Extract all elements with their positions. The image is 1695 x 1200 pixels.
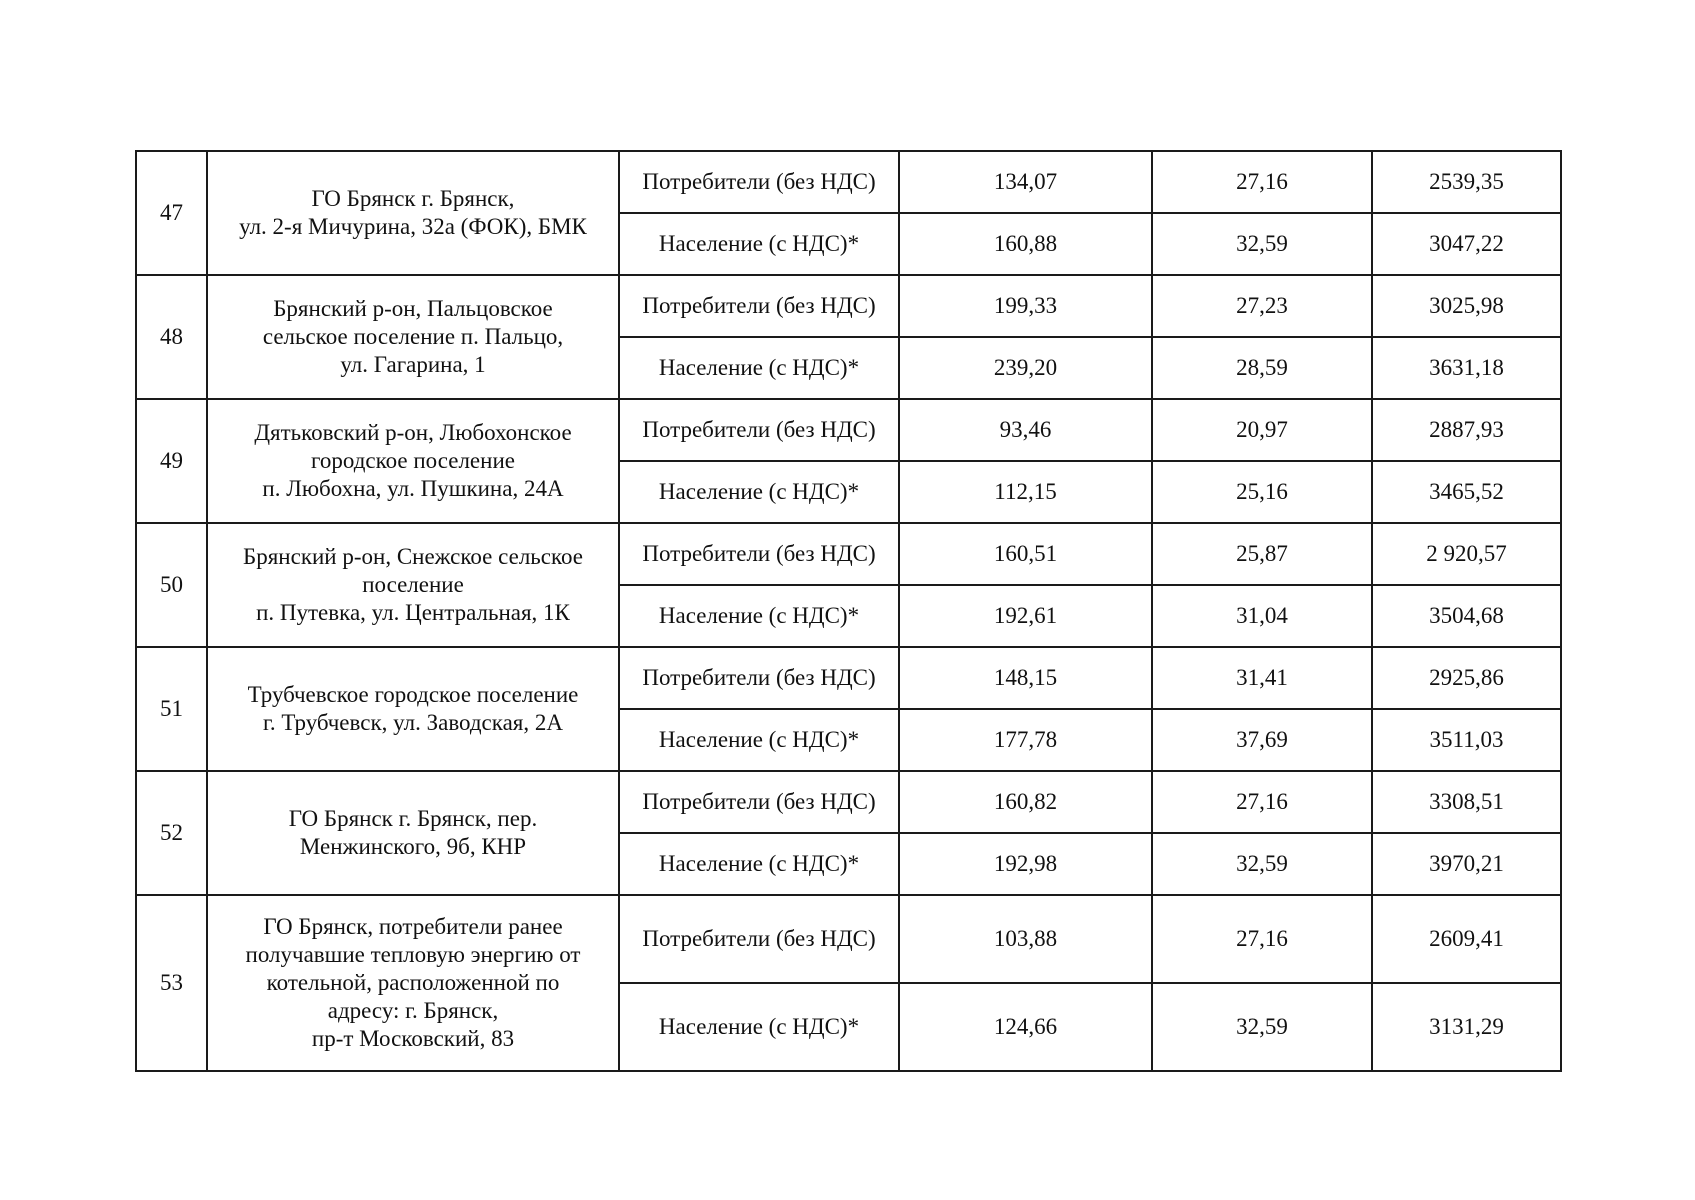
- value-cell: 3047,22: [1372, 213, 1561, 275]
- category-label: Население (с НДС)*: [619, 461, 899, 523]
- table-row: [136, 523, 1561, 585]
- row-number: 51: [136, 647, 207, 771]
- address-line: адресу: г. Брянск,: [327, 998, 499, 1023]
- value-cell: 148,15: [899, 647, 1152, 709]
- value-cell: 160,82: [899, 771, 1152, 833]
- value-cell: 3511,03: [1372, 709, 1561, 771]
- category-label: Потребители (без НДС): [619, 151, 899, 213]
- address-line: ул. Гагарина, 1: [340, 352, 486, 377]
- value-cell: 3308,51: [1372, 771, 1561, 833]
- table-row: [136, 275, 1561, 337]
- category-label: Население (с НДС)*: [619, 983, 899, 1071]
- address-line: Брянский р-он, Снежское сельское: [243, 544, 583, 569]
- table-row: [136, 647, 1561, 709]
- address-line: получавшие тепловую энергию от: [245, 942, 581, 967]
- address-line: котельной, расположенной по: [266, 970, 560, 995]
- value-cell: 2609,41: [1372, 895, 1561, 983]
- value-cell: 27,16: [1152, 151, 1372, 213]
- address-cell: [207, 647, 619, 771]
- tariff-table-body: [136, 151, 1561, 1071]
- table-row: [136, 771, 1561, 833]
- row-number: 47: [136, 151, 207, 275]
- address-line: Брянский р-он, Пальцовское: [273, 296, 553, 321]
- value-cell: 3970,21: [1372, 833, 1561, 895]
- address-line: сельское поселение п. Пальцо,: [262, 324, 564, 349]
- address-line: ул. 2-я Мичурина, 32а (ФОК), БМК: [239, 214, 587, 239]
- value-cell: 3631,18: [1372, 337, 1561, 399]
- category-label: Потребители (без НДС): [619, 399, 899, 461]
- table-row: [136, 151, 1561, 213]
- row-number: 48: [136, 275, 207, 399]
- category-label: Население (с НДС)*: [619, 585, 899, 647]
- value-cell: 2539,35: [1372, 151, 1561, 213]
- row-number: 50: [136, 523, 207, 647]
- value-cell: 25,87: [1152, 523, 1372, 585]
- value-cell: 103,88: [899, 895, 1152, 983]
- address-line: ГО Брянск г. Брянск, пер.: [288, 806, 538, 831]
- address-cell: [207, 151, 619, 275]
- value-cell: 3131,29: [1372, 983, 1561, 1071]
- address-line: ГО Брянск г. Брянск,: [311, 186, 515, 211]
- tariff-table: [135, 150, 1562, 1072]
- value-cell: 93,46: [899, 399, 1152, 461]
- address-line: п. Путевка, ул. Центральная, 1К: [256, 600, 570, 625]
- value-cell: 27,16: [1152, 771, 1372, 833]
- value-cell: 239,20: [899, 337, 1152, 399]
- category-label: Потребители (без НДС): [619, 895, 899, 983]
- value-cell: 177,78: [899, 709, 1152, 771]
- address-cell: [207, 275, 619, 399]
- category-label: Население (с НДС)*: [619, 709, 899, 771]
- table-row: [136, 895, 1561, 983]
- row-number: 49: [136, 399, 207, 523]
- value-cell: 32,59: [1152, 213, 1372, 275]
- value-cell: 3025,98: [1372, 275, 1561, 337]
- table-row: [136, 399, 1561, 461]
- address-cell: [207, 399, 619, 523]
- row-number: 53: [136, 895, 207, 1071]
- value-cell: 27,23: [1152, 275, 1372, 337]
- address-line: городское поселение: [311, 448, 515, 473]
- value-cell: 20,97: [1152, 399, 1372, 461]
- address-line: Трубчевское городское поселение: [247, 682, 579, 707]
- value-cell: 32,59: [1152, 983, 1372, 1071]
- value-cell: 3465,52: [1372, 461, 1561, 523]
- address-line: поселение: [362, 572, 464, 597]
- value-cell: 2887,93: [1372, 399, 1561, 461]
- value-cell: 134,07: [899, 151, 1152, 213]
- value-cell: 160,88: [899, 213, 1152, 275]
- category-label: Потребители (без НДС): [619, 275, 899, 337]
- value-cell: 124,66: [899, 983, 1152, 1071]
- address-line: п. Любохна, ул. Пушкина, 24А: [262, 476, 564, 501]
- row-number: 52: [136, 771, 207, 895]
- address-line: г. Трубчевск, ул. Заводская, 2А: [263, 710, 563, 735]
- value-cell: 192,98: [899, 833, 1152, 895]
- value-cell: 2925,86: [1372, 647, 1561, 709]
- value-cell: 27,16: [1152, 895, 1372, 983]
- category-label: Потребители (без НДС): [619, 771, 899, 833]
- category-label: Потребители (без НДС): [619, 523, 899, 585]
- address-line: пр-т Московский, 83: [311, 1026, 515, 1051]
- address-cell: [207, 771, 619, 895]
- value-cell: 31,41: [1152, 647, 1372, 709]
- address-cell: [207, 523, 619, 647]
- value-cell: 37,69: [1152, 709, 1372, 771]
- address-cell: [207, 895, 619, 1071]
- value-cell: 2 920,57: [1372, 523, 1561, 585]
- address-line: Дятьковский р-он, Любохонское: [254, 420, 572, 445]
- value-cell: 192,61: [899, 585, 1152, 647]
- value-cell: 112,15: [899, 461, 1152, 523]
- address-line: ГО Брянск, потребители ранее: [263, 914, 563, 939]
- value-cell: 199,33: [899, 275, 1152, 337]
- category-label: Население (с НДС)*: [619, 213, 899, 275]
- value-cell: 31,04: [1152, 585, 1372, 647]
- value-cell: 160,51: [899, 523, 1152, 585]
- category-label: Потребители (без НДС): [619, 647, 899, 709]
- address-line: Менжинского, 9б, КНР: [299, 834, 527, 859]
- category-label: Население (с НДС)*: [619, 833, 899, 895]
- value-cell: 32,59: [1152, 833, 1372, 895]
- value-cell: 3504,68: [1372, 585, 1561, 647]
- category-label: Население (с НДС)*: [619, 337, 899, 399]
- value-cell: 25,16: [1152, 461, 1372, 523]
- value-cell: 28,59: [1152, 337, 1372, 399]
